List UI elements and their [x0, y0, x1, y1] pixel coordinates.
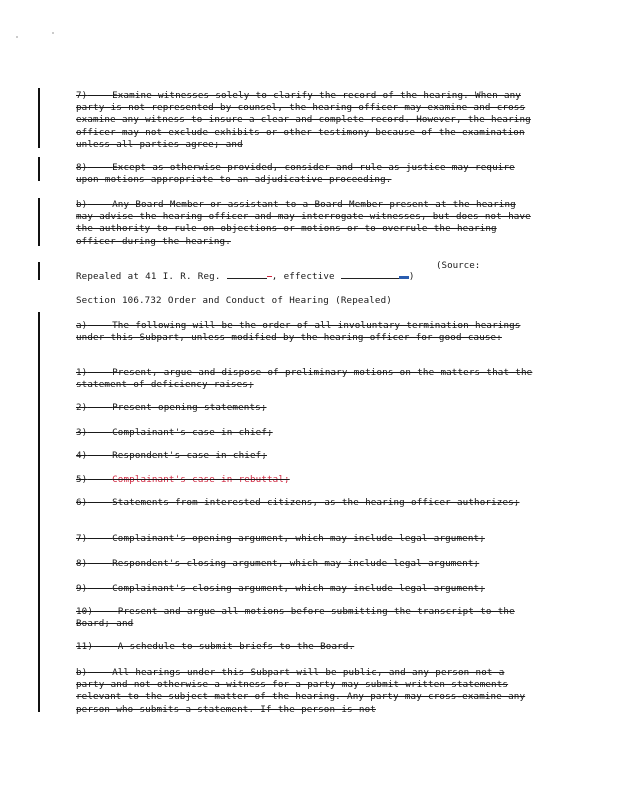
- paragraph-8: [76, 162, 538, 186]
- item-number: 4): [76, 450, 88, 461]
- item-text: Statements from interested citizens, as the hearing officer authorizes;: [112, 497, 520, 508]
- item-4: [76, 450, 538, 462]
- item-text: Complainant's case in rebuttal;: [112, 474, 290, 485]
- item-10: [76, 606, 538, 630]
- paragraph-b: [76, 199, 538, 248]
- paragraph-number: 8): [76, 162, 88, 173]
- item-9: [76, 583, 538, 595]
- paragraph-number: a): [76, 320, 88, 331]
- repealed-prefix: Repealed at 41 I. R. Reg.: [76, 271, 221, 282]
- item-text: Complainant's case in chief;: [112, 427, 273, 438]
- paragraph-7: [76, 90, 538, 151]
- blue-insert-mark: [399, 276, 409, 279]
- item-6: [76, 497, 538, 509]
- paragraph-number: b): [76, 667, 88, 678]
- paragraph-number: 7): [76, 90, 88, 101]
- item-2: [76, 402, 538, 414]
- item-number: 2): [76, 402, 88, 413]
- item-number: 8): [76, 558, 88, 569]
- item-text: Present and argue all motions before submitting the transcript to the Board; and: [76, 606, 515, 630]
- item-number: 5): [76, 474, 88, 485]
- revision-bar: [38, 262, 40, 280]
- scan-speck: [16, 36, 18, 38]
- revision-bar: [38, 312, 40, 712]
- item-5: [76, 474, 538, 486]
- revision-bar: [38, 198, 40, 246]
- paragraph-text: All hearings under this Subpart will be public, and any person not a party and not otherwise a witness for a party may submit written statements relevant to the subject matter of the hearing. Any party may cross-examine any person who submits a statement. If the person is not: [76, 667, 526, 715]
- item-number: 3): [76, 427, 88, 438]
- effective-label: , effective: [271, 271, 335, 282]
- register-blank: [227, 270, 267, 279]
- scan-speck: [52, 32, 54, 34]
- paragraph-text: Examine witnesses solely to clarify the record of the hearing. When any party is not represented by counsel, the hearing officer may examine and cross examine any witness to insure a clear and complete record. However, the hearing officer may not exclude exhibits or other testimony because of the examination unless all parties agree; and: [76, 90, 531, 150]
- repealed-line: [76, 270, 538, 283]
- paragraph-number: b): [76, 199, 88, 210]
- item-number: 7): [76, 533, 88, 544]
- item-text: Complainant's closing argument, which may include legal argument;: [112, 583, 485, 594]
- item-text: Respondent's case in chief;: [112, 450, 268, 461]
- paragraph-text: The following will be the order of all involuntary termination hearings under this Subpart, unless modified by the hearing officer for good cause:: [76, 320, 521, 344]
- paragraph-b-public-hearings: [76, 667, 538, 716]
- item-number: 6): [76, 497, 88, 508]
- paragraph-text: Except as otherwise provided, consider and rule as justice may require upon motions appropriate to an adjudicative proceeding.: [76, 162, 515, 186]
- paragraph-text: Any Board Member or assistant to a Board Member present at the hearing may advise the hearing officer and may interrogate witnesses, but does not have the authority to rule on objections or motions or to overrule the hearing officer during the hearing.: [76, 199, 531, 247]
- item-7: [76, 533, 538, 545]
- item-text: Respondent's closing argument, which may include legal argument;: [112, 558, 480, 569]
- item-1: [76, 367, 538, 391]
- item-number: 1): [76, 367, 88, 378]
- item-text: Present, argue and dispose of preliminary motions on the matters that the statement of deficiency raises;: [76, 367, 533, 391]
- section-heading: Section 106.732 Order and Conduct of Hearing (Repealed): [76, 295, 392, 306]
- item-8: [76, 558, 538, 570]
- source-label: (Source:: [436, 260, 481, 271]
- revision-bar: [38, 157, 40, 181]
- paragraph-a: [76, 320, 538, 344]
- effective-date-blank: [341, 270, 399, 279]
- item-text: A schedule to submit briefs to the Board.: [117, 641, 355, 652]
- item-number: 9): [76, 583, 88, 594]
- item-text: Present opening statements;: [112, 402, 267, 413]
- item-text: Complainant's opening argument, which may include legal argument;: [112, 533, 485, 544]
- item-number: 11): [76, 641, 94, 652]
- item-11: [76, 641, 538, 653]
- item-number: 10): [76, 606, 94, 617]
- revision-bar: [38, 88, 40, 148]
- repealed-end: ): [408, 271, 415, 282]
- item-3: [76, 427, 538, 439]
